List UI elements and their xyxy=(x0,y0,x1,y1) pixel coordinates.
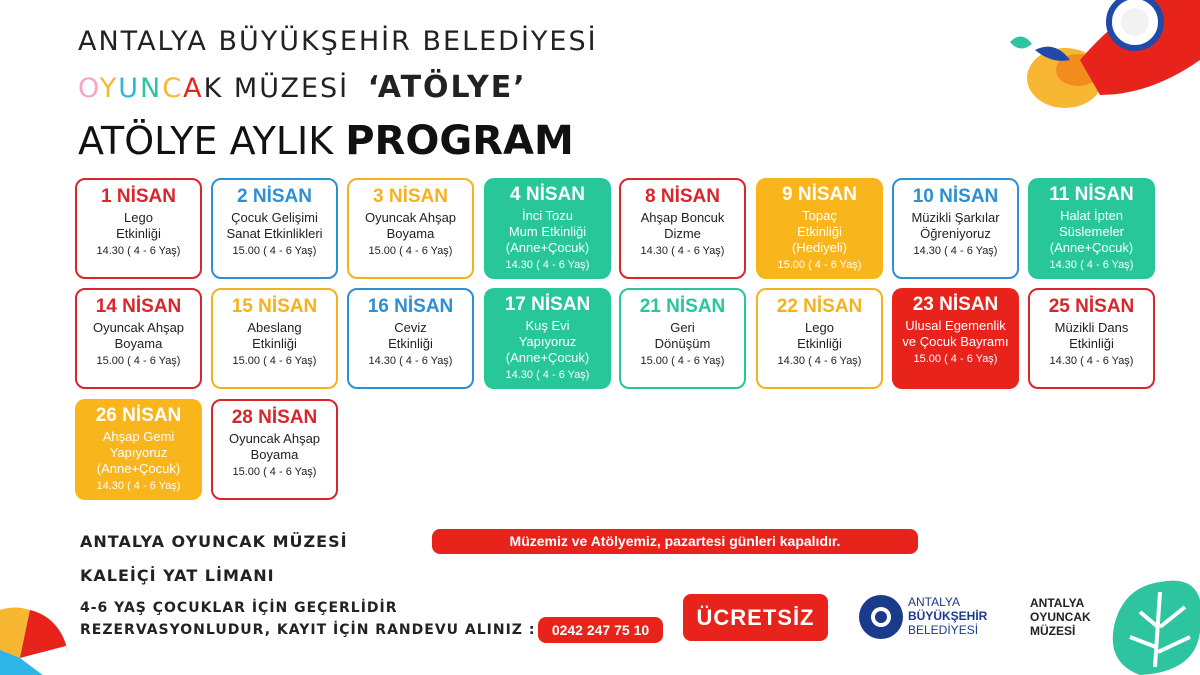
program-card xyxy=(1028,178,1155,279)
card-title: Çocuk Gelişimi Sanat Etkinlikleri xyxy=(226,210,323,241)
program-card xyxy=(484,288,611,389)
program-card xyxy=(619,178,746,279)
card-title: Topaç Etkinliği (Hediyeli) xyxy=(792,208,847,255)
municipality-logo xyxy=(858,592,1008,644)
phone-number[interactable]: 0242 247 75 10 xyxy=(538,617,663,643)
card-time: 14.30 ( 4 - 6 Yaş) xyxy=(640,245,725,257)
rocket-illustration xyxy=(960,0,1200,120)
card-title: İnci Tozu Mum Etkinliği (Anne+Çocuk) xyxy=(505,208,590,255)
logo1-line3: BELEDİYESİ xyxy=(908,623,979,637)
program-card xyxy=(1028,288,1155,389)
oyuncak-letter: Y xyxy=(99,73,119,104)
oyuncak-letter: A xyxy=(183,73,204,104)
muzesi-word: MÜZESİ xyxy=(233,73,350,104)
card-date: 26 NİSAN xyxy=(95,405,182,426)
card-time: 15.00 ( 4 - 6 Yaş) xyxy=(232,466,317,478)
program-card xyxy=(619,288,746,389)
program-card xyxy=(347,288,474,389)
card-time: 14.30 ( 4 - 6 Yaş) xyxy=(96,245,181,257)
card-time: 14.30 ( 4 - 6 Yaş) xyxy=(1049,259,1134,271)
program-title xyxy=(78,118,574,164)
card-date: 17 NİSAN xyxy=(504,294,591,315)
card-title: Lego Etkinliği xyxy=(116,210,161,241)
oyuncak-letter: N xyxy=(140,73,163,104)
logo2-line2: OYUNCAK xyxy=(1030,610,1091,624)
logo2-line3: MÜZESİ xyxy=(1030,624,1076,638)
oyuncak-letter: U xyxy=(118,73,141,104)
card-time: 15.00 ( 4 - 6 Yaş) xyxy=(96,355,181,367)
card-time: 14.30 ( 4 - 6 Yaş) xyxy=(368,355,453,367)
oyuncak-letter: O xyxy=(78,73,100,104)
card-title: Ulusal Egemenlik ve Çocuk Bayramı xyxy=(902,318,1009,349)
card-date: 28 NİSAN xyxy=(231,407,318,428)
card-date: 15 NİSAN xyxy=(231,296,318,317)
municipality-emblem-icon xyxy=(858,594,904,640)
card-date: 9 NİSAN xyxy=(782,184,857,205)
card-time: 15.00 ( 4 - 6 Yaş) xyxy=(232,355,317,367)
reservation-info: REZERVASYONLUDUR, KAYIT İÇİN RANDEVU ALINIZ : xyxy=(80,622,536,638)
card-date: 3 NİSAN xyxy=(373,186,448,207)
card-title: Oyuncak Ahşap Boyama xyxy=(364,210,457,241)
card-time: 15.00 ( 4 - 6 Yaş) xyxy=(368,245,453,257)
oyuncak-letter: C xyxy=(162,73,184,104)
program-card xyxy=(892,178,1019,279)
card-title: Kuş Evi Yapıyoruz (Anne+Çocuk) xyxy=(505,318,590,365)
toy-museum-logo xyxy=(1030,596,1091,638)
card-title: Oyuncak Ahşap Boyama xyxy=(228,431,321,462)
free-badge: ÜCRETSİZ xyxy=(683,594,828,641)
card-time: 15.00 ( 4 - 6 Yaş) xyxy=(913,353,998,365)
card-date: 23 NİSAN xyxy=(912,294,999,315)
program-card xyxy=(75,178,202,279)
program-card xyxy=(75,399,202,500)
program-card xyxy=(211,178,338,279)
museum-title xyxy=(78,70,527,105)
card-time: 14.30 ( 4 - 6 Yaş) xyxy=(505,259,590,271)
card-date: 16 NİSAN xyxy=(367,296,454,317)
card-time: 14.30 ( 4 - 6 Yaş) xyxy=(505,369,590,381)
card-date: 4 NİSAN xyxy=(510,184,585,205)
card-date: 8 NİSAN xyxy=(645,186,720,207)
card-date: 25 NİSAN xyxy=(1048,296,1135,317)
card-date: 10 NİSAN xyxy=(912,186,999,207)
card-date: 1 NİSAN xyxy=(101,186,176,207)
card-time: 15.00 ( 4 - 6 Yaş) xyxy=(640,355,725,367)
program-title-a: ATÖLYE AYLIK xyxy=(78,119,346,163)
program-title-b: PROGRAM xyxy=(345,118,574,164)
card-time: 14.30 ( 4 - 6 Yaş) xyxy=(913,245,998,257)
card-title: Lego Etkinliği xyxy=(797,320,842,351)
card-date: 14 NİSAN xyxy=(95,296,182,317)
program-card xyxy=(75,288,202,389)
card-title: Abeslang Etkinliği xyxy=(247,320,302,351)
program-card xyxy=(756,288,883,389)
program-card xyxy=(211,399,338,500)
location: KALEİÇİ YAT LİMANI xyxy=(80,566,275,585)
card-time: 14.30 ( 4 - 6 Yaş) xyxy=(777,355,862,367)
municipality-title: ANTALYA BÜYÜKŞEHİR BELEDİYESİ xyxy=(78,26,598,57)
card-time: 15.00 ( 4 - 6 Yaş) xyxy=(232,245,317,257)
card-date: 21 NİSAN xyxy=(639,296,726,317)
closed-notice: Müzemiz ve Atölyemiz, pazartesi günleri kapalıdır. xyxy=(432,529,918,554)
card-title: Müzikli Dans Etkinliği xyxy=(1054,320,1129,351)
logo2-line1: ANTALYA xyxy=(1030,596,1085,610)
card-time: 14.30 ( 4 - 6 Yaş) xyxy=(1049,355,1134,367)
card-title: Ahşap Gemi Yapıyoruz (Anne+Çocuk) xyxy=(96,429,181,476)
program-card xyxy=(756,178,883,279)
card-title: Oyuncak Ahşap Boyama xyxy=(92,320,185,351)
card-date: 22 NİSAN xyxy=(776,296,863,317)
card-time: 15.00 ( 4 - 6 Yaş) xyxy=(777,259,862,271)
card-time: 14.30 ( 4 - 6 Yaş) xyxy=(96,480,181,492)
card-date: 2 NİSAN xyxy=(237,186,312,207)
card-title: Ahşap Boncuk Dizme xyxy=(640,210,725,241)
card-title: Müzikli Şarkılar Öğreniyoruz xyxy=(911,210,1000,241)
atolye-word: ‘ATÖLYE’ xyxy=(367,70,527,105)
card-title: Halat İpten Süslemeler (Anne+Çocuk) xyxy=(1049,208,1134,255)
age-info: 4-6 YAŞ ÇOCUKLAR İÇİN GEÇERLİDİR xyxy=(80,600,398,616)
leaf-illustration xyxy=(1100,572,1200,675)
card-title: Geri Dönüşüm xyxy=(654,320,711,351)
logo1-line2: BÜYÜKŞEHİR xyxy=(908,609,988,623)
program-card xyxy=(892,288,1019,389)
card-title: Ceviz Etkinliği xyxy=(388,320,433,351)
oyuncak-letter: K xyxy=(203,73,224,104)
beach-ball-illustration xyxy=(0,598,70,675)
program-card xyxy=(347,178,474,279)
card-date: 11 NİSAN xyxy=(1049,184,1134,205)
logo1-line1: ANTALYA xyxy=(908,595,961,609)
museum-name: ANTALYA OYUNCAK MÜZESİ xyxy=(80,532,348,551)
oyuncak-word xyxy=(78,73,223,104)
program-card xyxy=(484,178,611,279)
program-card xyxy=(211,288,338,389)
